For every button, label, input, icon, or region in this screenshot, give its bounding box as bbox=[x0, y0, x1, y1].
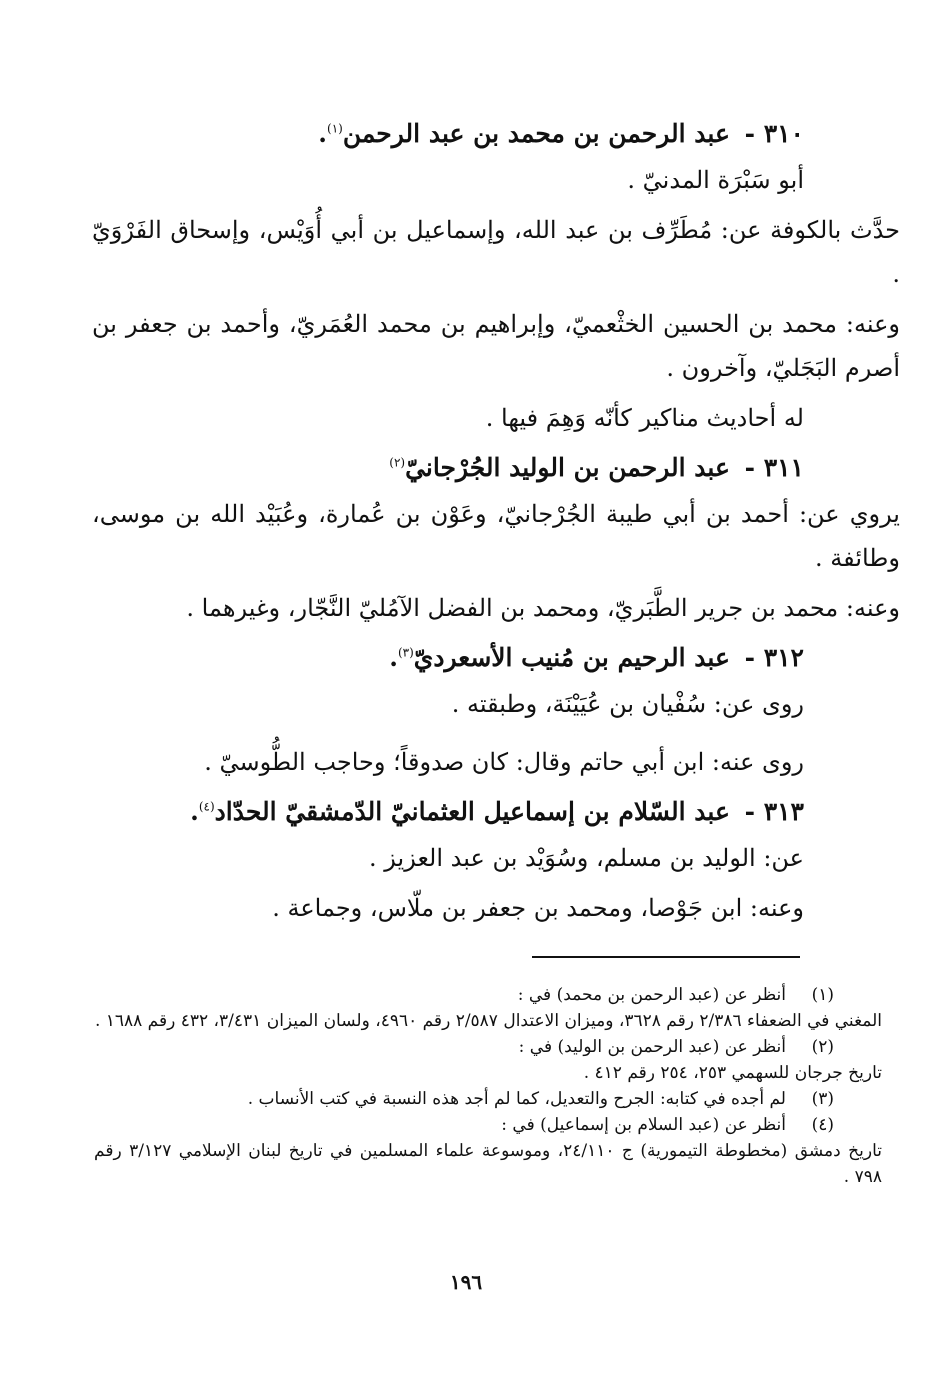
entry-name: عبد الرحيم بن مُنيب الأسعرديّ bbox=[413, 643, 730, 672]
footnote-2 bbox=[94, 1034, 834, 1060]
entry-name: عبد الرحمن بن الوليد الجُرْجانيّ bbox=[405, 453, 730, 482]
entry-number: ٣١٠ - bbox=[744, 119, 804, 148]
title-end: . bbox=[389, 643, 398, 672]
paragraph: وعنه: محمد بن الحسين الخثْعميّ، وإبراهيم بن محمد العُمَريّ، وأحمد بن جعفر بن أصرم البَجَليّ، وآخرون . bbox=[92, 310, 900, 382]
entry-name: عبد الرحمن بن محمد بن عبد الرحمن bbox=[342, 119, 730, 148]
title-end: . bbox=[190, 797, 199, 826]
footnote-divider bbox=[532, 956, 800, 958]
footnote-1 bbox=[94, 982, 834, 1008]
title-end: . bbox=[318, 119, 327, 148]
paragraph: حدَّث بالكوفة عن: مُطَرِّف بن عبد الله، وإسماعيل بن أبي أُوَيْس، وإسحاق الفَرْوَيّ . bbox=[92, 216, 900, 288]
footnote-ref[interactable]: (٤) bbox=[198, 799, 215, 814]
entry-311 bbox=[92, 446, 900, 630]
footnote-lead: أنظر عن (عبد الرحمن بن محمد) في : bbox=[517, 985, 786, 1005]
footnote-ref[interactable]: (٢) bbox=[389, 455, 406, 470]
entry-number: ٣١١ - bbox=[744, 453, 804, 482]
footnote-number: (٤) bbox=[811, 1115, 834, 1135]
footnote-number: (٣) bbox=[811, 1089, 834, 1109]
footnote-lead: أنظر عن (عبد السلام بن إسماعيل) في : bbox=[501, 1115, 786, 1135]
footnotes bbox=[94, 982, 882, 1190]
footnote-number: (٢) bbox=[811, 1037, 834, 1057]
footnote-number: (١) bbox=[811, 985, 834, 1005]
paragraph: وعنه: محمد بن جرير الطَّبَريّ، ومحمد بن الفضل الآمُليّ النَّجّار، وغيرهما . bbox=[186, 594, 900, 622]
paragraph: روى عن: سُفْيان بن عُيَيْنَة، وطبقته . bbox=[451, 690, 804, 718]
page-number: ١٩٦ bbox=[449, 1270, 483, 1294]
entry-312 bbox=[92, 636, 804, 784]
entry-313 bbox=[92, 790, 804, 930]
entry-name: عبد السّلام بن إسماعيل العثمانيّ الدّمشقيّ الحدّاد bbox=[214, 797, 730, 826]
main-text bbox=[92, 112, 900, 936]
entry-number: ٣١٢ - bbox=[744, 643, 804, 672]
footnote-body: تاريخ دمشق (مخطوطة التيمورية) ج ٢٤/١١٠، وموسوعة علماء المسلمين في تاريخ لبنان الإسلامي ٣/١٢٧ رقم ٧٩٨ . bbox=[94, 1141, 882, 1187]
paragraph: أبو سَبْرَة المدنيّ . bbox=[627, 166, 804, 194]
footnote-4 bbox=[94, 1112, 834, 1138]
footnote-lead: أنظر عن (عبد الرحمن بن الوليد) في : bbox=[518, 1037, 786, 1057]
paragraph: عن: الوليد بن مسلم، وسُوَيْد بن عبد العزيز . bbox=[369, 844, 804, 872]
footnote-lead: لم أجده في كتابه: الجرح والتعديل، كما لم أجد هذه النسبة في كتب الأنساب . bbox=[247, 1089, 786, 1109]
entry-title bbox=[92, 446, 804, 490]
spacer bbox=[92, 732, 804, 740]
footnote-3 bbox=[94, 1086, 834, 1112]
entry-title bbox=[92, 112, 804, 156]
paragraph: وعنه: ابن جَوْصا، ومحمد بن جعفر بن ملّاس، وجماعة . bbox=[272, 894, 804, 922]
footnote-body: المغني في الضعفاء ٢/٣٨٦ رقم ٣٦٢٨، وميزان الاعتدال ٢/٥٨٧ رقم ٤٩٦٠، ولسان الميزان ٣/٤٣١، ٤٣٢ رقم ١٦٨٨ . bbox=[94, 1011, 882, 1031]
entry-title bbox=[92, 636, 804, 680]
entry-number: ٣١٣ - bbox=[744, 797, 804, 826]
footnote-ref[interactable]: (١) bbox=[327, 121, 343, 136]
paragraph: روى عنه: ابن أبي حاتم وقال: كان صدوقاً؛ وحاجب الطُّوسيّ . bbox=[204, 748, 804, 776]
entry-title bbox=[92, 790, 804, 834]
footnote-body: تاريخ جرجان للسهمي ٢٥٣، ٢٥٤ رقم ٤١٢ . bbox=[583, 1063, 882, 1083]
entry-310 bbox=[92, 112, 900, 440]
paragraph: له أحاديث مناكير كأنّه وَهِمَ فيها . bbox=[485, 404, 804, 432]
footnote-ref[interactable]: (٣) bbox=[397, 645, 414, 660]
paragraph: يروي عن: أحمد بن أبي طيبة الجُرْجانيّ، وعَوْن بن عُمارة، وعُبَيْد الله بن موسى، وطائفة . bbox=[92, 500, 900, 572]
